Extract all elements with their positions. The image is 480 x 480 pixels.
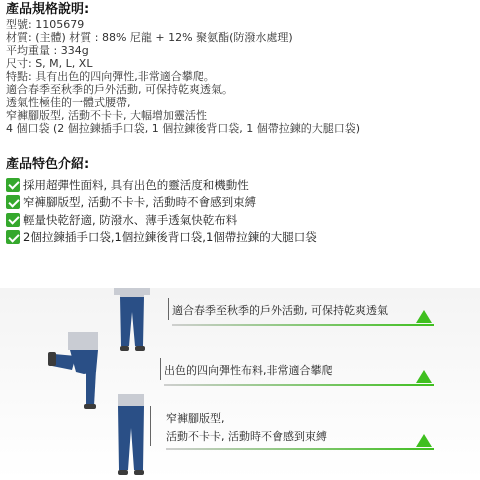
spec-line: 適合春季至秋季的戶外活動, 可保持乾爽透氣。 [6, 83, 233, 96]
callout-underline [166, 448, 434, 450]
feature-item [6, 176, 476, 194]
feature-text: 窄褲腳版型, 活動不卡卡, 活動時不會感到束縛 [23, 195, 257, 210]
spec-line: 材質: (主體) 材質 : 88% 尼龍 + 12% 聚氨酯(防潑水處理) [6, 31, 293, 44]
callout-leader-line [168, 298, 169, 320]
model-walking-image [106, 394, 156, 478]
spec-line: 窄褲腳版型, 活動不卡卡, 大幅增加靈活性 [6, 109, 207, 122]
feature-item [6, 211, 476, 229]
triangle-up-icon [416, 434, 432, 447]
callout-underline [164, 384, 434, 386]
features-title: 產品特色介紹: [6, 157, 90, 172]
spec-line: 尺寸: S, M, L, XL [6, 57, 93, 70]
callout-stretch [164, 364, 333, 378]
check-box-icon [6, 230, 20, 244]
check-box-icon [6, 178, 20, 192]
spec-line: 透氣性極佳的一體式腰帶, [6, 96, 131, 109]
feature-item [6, 229, 476, 247]
spec-title: 產品規格說明: [6, 2, 90, 17]
feature-text: 採用超彈性面料, 具有出色的靈活度和機動性 [23, 177, 249, 192]
callout-leader-line [150, 406, 151, 446]
features-section [6, 157, 476, 246]
callout-breathable [172, 304, 388, 318]
spec-line: 4 個口袋 (2 個拉鍊插手口袋, 1 個拉鍊後背口袋, 1 個帶拉鍊的大腿口袋) [6, 122, 361, 135]
triangle-up-icon [416, 370, 432, 383]
feature-text: 輕量快乾舒適, 防潑水、薄手透氣快乾布料 [23, 212, 238, 227]
product-photo-section [0, 288, 480, 480]
callout-text: 出色的四向彈性布料,非常適合攀爬 [164, 364, 333, 377]
callout-text: 適合春季至秋季的戶外活動, 可保持乾爽透氣 [172, 304, 388, 317]
callout-leader-line [160, 358, 161, 380]
feature-text: 2個拉鍊插手口袋,1個拉鍊後背口袋,1個帶拉鍊的大腿口袋 [23, 230, 317, 245]
spec-section [6, 2, 476, 135]
spec-line: 特點: 具有出色的四向彈性,非常適合攀爬。 [6, 70, 215, 83]
feature-item [6, 194, 476, 212]
check-box-icon [6, 213, 20, 227]
spec-line: 型號: 1105679 [6, 18, 85, 31]
callout-underline [172, 324, 434, 326]
callout-narrow-leg [166, 412, 327, 444]
spec-line: 平均重量 : 334g [6, 44, 89, 57]
check-box-icon [6, 195, 20, 209]
triangle-up-icon [416, 310, 432, 323]
callout-text: 窄褲腳版型, [166, 412, 225, 425]
callout-text: 活動不卡卡, 活動時不會感到束縛 [166, 430, 327, 443]
